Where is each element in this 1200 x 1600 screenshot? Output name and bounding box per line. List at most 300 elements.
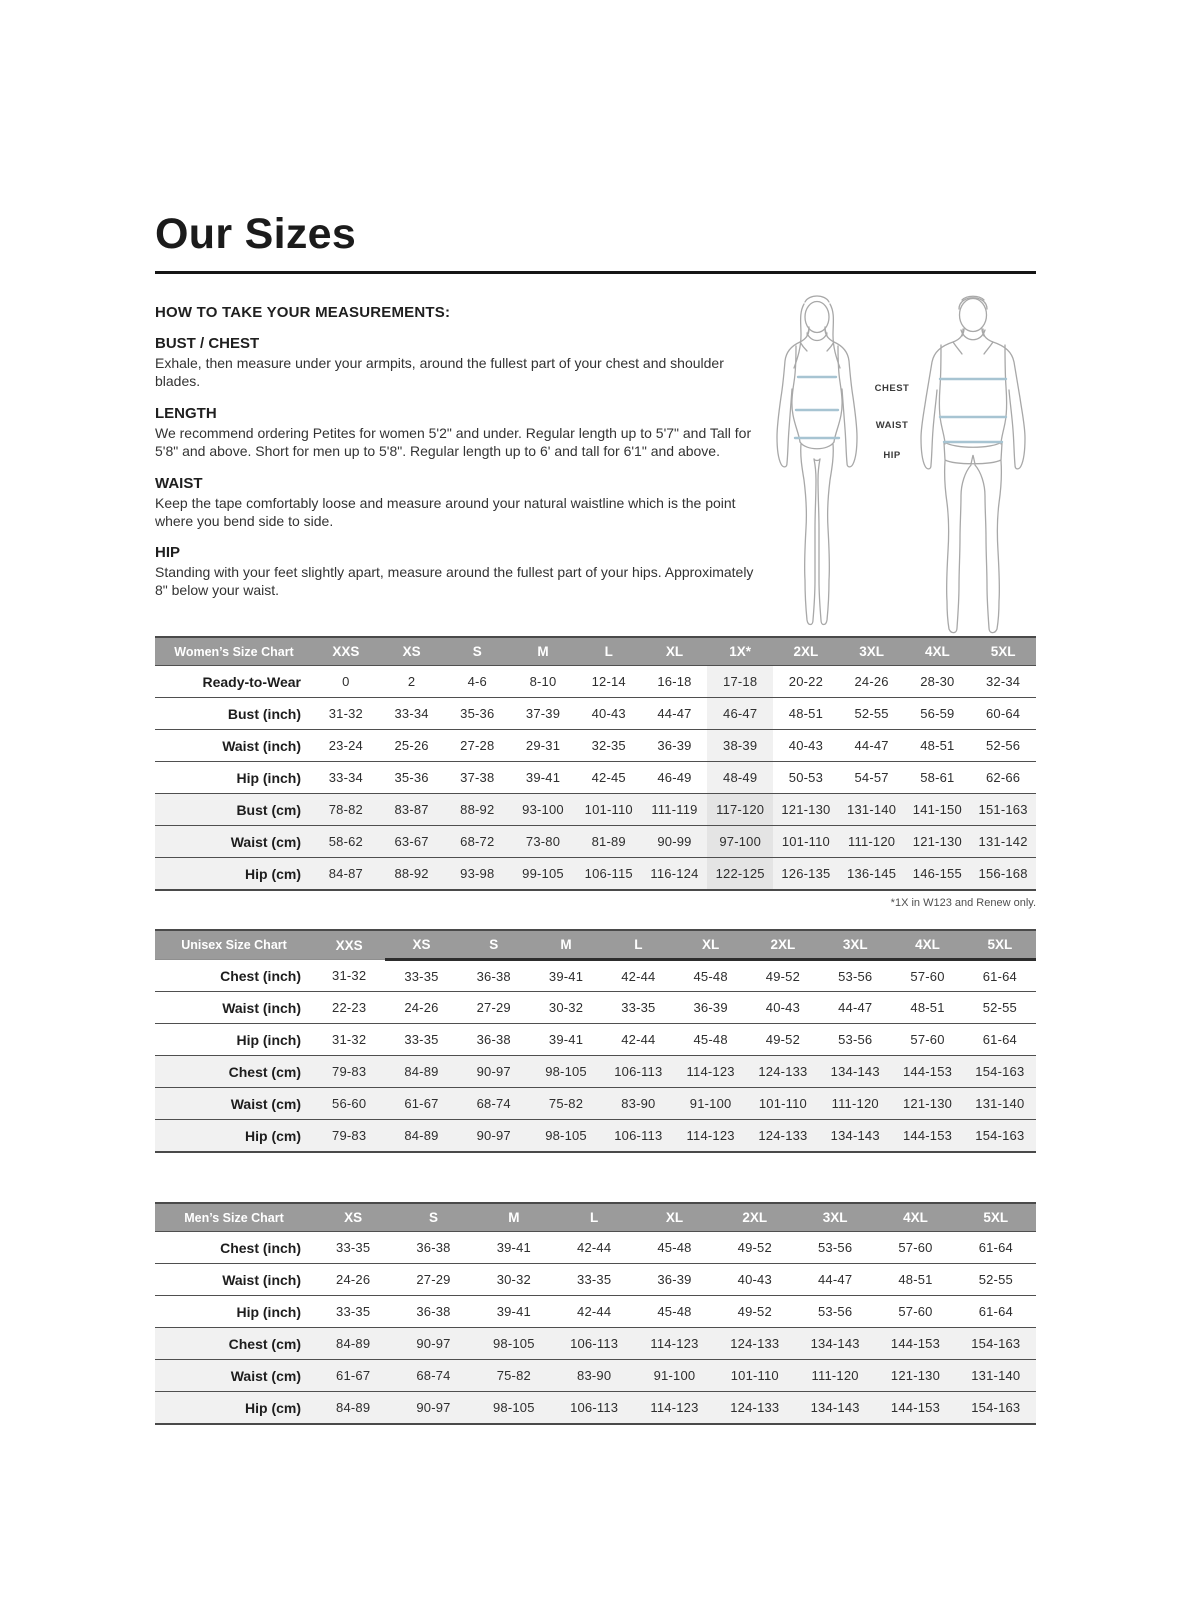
section-body: Keep the tape comfortably loose and measure around your natural waistline which is the point where you bend side to side. [155,494,736,529]
column-header-xl: XL [642,637,708,666]
table-cell: 84-89 [385,1056,457,1088]
table-cell: 20-22 [788,674,824,690]
table-cell: 27-28 [444,730,510,762]
table-cell: 31-32 [313,1024,385,1056]
table-cell: 134-143 [795,1328,875,1360]
table-cell: 106-113 [554,1392,634,1425]
table-cell: 36-38 [416,1240,451,1256]
female-silhouette [777,296,857,625]
table-cell: 90-97 [393,1392,473,1425]
size-tables [155,636,1036,1425]
table-cell: 48-51 [891,992,963,1024]
row-label: Hip (inch) [155,762,313,794]
column-header-5xl: 5XL [956,1203,1036,1232]
table-cell: 45-48 [657,1240,692,1256]
column-header-xxs: XXS [313,930,385,960]
hip-label: HIP [883,450,901,461]
unisex-body [155,960,1036,1153]
column-header-xl: XL [634,1203,714,1232]
column-header-2xl: 2XL [715,1203,795,1232]
measurement-section-length [155,405,761,461]
table-cell: 33-34 [379,698,445,730]
table-cell: 44-47 [642,698,708,730]
measurement-section-hip [155,544,761,600]
table-cell: 114-123 [674,1120,746,1153]
column-header-3xl: 3XL [839,637,905,666]
column-header-2xl: 2XL [747,930,819,960]
table-cell: 53-56 [795,1296,875,1328]
table-cell: 68-72 [444,826,510,858]
column-header-4xl: 4XL [891,930,963,960]
column-header-3xl: 3XL [795,1203,875,1232]
male-silhouette [921,296,1025,632]
title-divider [155,271,1036,274]
table-cell: 29-31 [510,730,576,762]
table-cell: 52-55 [956,1264,1036,1296]
table-cell: 131-140 [839,794,905,826]
table-cell: 0 [342,674,350,690]
table-cell: 154-163 [964,1056,1036,1088]
table-cell: 44-47 [819,992,891,1024]
table-cell: 78-82 [313,794,379,826]
row-label: Chest (inch) [220,1239,301,1256]
header-row [155,637,1036,666]
table-cell: 22-23 [313,992,385,1024]
table-cell: 49-52 [715,1296,795,1328]
column-header-m: M [530,930,602,960]
table-cell: 40-43 [715,1264,795,1296]
column-header-l: L [576,637,642,666]
womens-footnote: *1X in W123 and Renew only. [890,897,1036,910]
table-cell: 61-67 [313,1360,393,1392]
table-cell: 46-49 [642,762,708,794]
column-header-s: S [458,930,530,960]
table-cell: 106-113 [602,1056,674,1088]
table-cell: 33-34 [313,762,379,794]
table-row [155,1120,1036,1153]
table-cell: 99-105 [510,858,576,891]
table-row [155,1392,1036,1425]
table-cell: 106-113 [554,1328,634,1360]
table-row [155,1360,1036,1392]
table-cell: 45-48 [634,1296,714,1328]
table-cell: 144-153 [875,1392,955,1425]
table-cell: 136-145 [839,858,905,891]
table-cell: 52-56 [970,730,1036,762]
table-row [155,730,1036,762]
table-cell: 53-56 [838,968,873,984]
page-content [155,0,1036,1425]
table-cell: 93-100 [510,794,576,826]
row-label: Bust (cm) [155,794,313,826]
table-cell: 37-38 [444,762,510,794]
table-cell: 56-59 [904,698,970,730]
table-cell: 124-133 [747,1120,819,1153]
table-cell: 106-113 [602,1120,674,1153]
table-row [155,1088,1036,1120]
table-cell: 39-41 [548,968,584,984]
table-cell: 114-123 [634,1328,714,1360]
table-cell: 33-35 [336,1240,371,1256]
column-header-xs: XS [385,930,457,960]
table-row [155,1328,1036,1360]
body-measurement-diagram [755,283,1045,637]
table-cell: 121-130 [891,1088,963,1120]
table-cell: 98-105 [474,1392,554,1425]
table-cell: 38-39 [707,730,773,762]
table-cell: 121-130 [773,794,839,826]
table-row [155,826,1036,858]
row-label: Hip (inch) [155,1024,313,1056]
table-cell: 90-97 [458,1120,530,1153]
table-cell: 111-120 [795,1360,875,1392]
table-cell: 61-64 [978,1240,1013,1256]
measurement-instructions [155,335,761,600]
table-cell: 114-123 [674,1056,746,1088]
section-body: Standing with your feet slightly apart, measure around the fullest part of your hips. Approximately 8" below your waist. [155,564,754,599]
table-cell: 36-39 [634,1264,714,1296]
table-cell: 44-47 [839,730,905,762]
table-cell: 39-41 [530,1024,602,1056]
table-cell: 88-92 [379,858,445,891]
table-cell: 40-43 [576,698,642,730]
table-cell: 25-26 [379,730,445,762]
table-cell: 134-143 [819,1120,891,1153]
table-cell: 42-44 [602,1024,674,1056]
header-row [155,1203,1036,1232]
table-cell: 48-51 [875,1264,955,1296]
womens-size-chart [155,636,1036,891]
table-cell: 32-34 [985,674,1021,690]
table-cell: 61-64 [964,1024,1036,1056]
row-label: Hip (cm) [155,858,313,891]
table-cell: 36-39 [674,992,746,1024]
table-cell: 111-119 [642,794,708,826]
table-cell: 156-168 [970,858,1036,891]
table-cell: 48-51 [904,730,970,762]
table-cell: 101-110 [773,826,839,858]
table-cell: 4-6 [467,674,487,690]
table-cell: 84-89 [313,1328,393,1360]
row-label: Hip (inch) [155,1296,313,1328]
table-cell: 117-120 [707,794,773,826]
table-row [155,992,1036,1024]
table-cell: 33-35 [602,992,674,1024]
table-cell: 122-125 [707,858,773,891]
table-cell: 144-153 [891,1056,963,1088]
row-label: Bust (inch) [155,698,313,730]
row-label: Waist (inch) [155,992,313,1024]
table-row [155,1232,1036,1264]
table-cell: 111-120 [839,826,905,858]
row-label: Waist (cm) [155,1360,313,1392]
table-cell: 57-60 [898,1240,933,1256]
column-header-2xl: 2XL [773,637,839,666]
table-cell: 116-124 [642,858,708,891]
mens-table [155,1202,1036,1425]
table-cell: 151-163 [970,794,1036,826]
column-header-3xl: 3XL [819,930,891,960]
table-cell: 42-45 [576,762,642,794]
table-cell: 50-53 [773,762,839,794]
section-body: Exhale, then measure under your armpits, around the fullest part of your chest and shoulder blades. [155,355,724,389]
table-cell: 75-82 [474,1360,554,1392]
table-cell: 75-82 [530,1088,602,1120]
row-label: Waist (cm) [155,826,313,858]
table-cell: 44-47 [795,1264,875,1296]
table-cell: 42-44 [621,968,656,984]
table-cell: 24-26 [854,674,889,690]
unisex-table [155,929,1036,1153]
table-title: Women’s Size Chart [155,637,313,666]
table-cell: 68-74 [458,1088,530,1120]
table-cell: 56-60 [313,1088,385,1120]
row-label: Waist (cm) [155,1088,313,1120]
table-row [155,1296,1036,1328]
table-cell: 45-48 [674,1024,746,1056]
column-header-xs: XS [313,1203,393,1232]
table-cell: 24-26 [313,1264,393,1296]
table-cell: 111-120 [819,1088,891,1120]
row-label: Waist (inch) [155,1264,313,1296]
measurement-section-bust-chest [155,335,761,391]
table-cell: 154-163 [964,1120,1036,1153]
table-title: Unisex Size Chart [155,930,313,960]
chest-label: CHEST [874,383,910,394]
column-header-4xl: 4XL [875,1203,955,1232]
table-cell: 90-97 [458,1056,530,1088]
how-to-heading: HOW TO TAKE YOUR MEASUREMENTS: [155,304,451,321]
column-header-l: L [554,1203,634,1232]
table-cell: 58-61 [904,762,970,794]
table-cell: 8-10 [529,674,557,690]
table-cell: 57-60 [910,968,945,984]
table-cell: 12-14 [591,674,626,690]
table-cell: 61-64 [982,968,1017,984]
table-cell: 91-100 [674,1088,746,1120]
table-cell: 37-39 [510,698,576,730]
header-row [155,930,1036,960]
measurement-section-waist [155,475,761,531]
table-cell: 61-67 [385,1088,457,1120]
table-row [155,1024,1036,1056]
section-title: HIP [155,544,181,562]
mens-header [155,1203,1036,1232]
row-label: Hip (cm) [155,1120,313,1153]
unisex-header [155,930,1036,960]
table-cell: 33-35 [385,1024,457,1056]
womens-table [155,636,1036,891]
table-row [155,858,1036,891]
table-cell: 79-83 [313,1120,385,1153]
table-row [155,762,1036,794]
table-cell: 24-26 [385,992,457,1024]
column-header-s: S [393,1203,473,1232]
table-cell: 39-41 [496,1240,531,1256]
table-cell: 124-133 [715,1392,795,1425]
table-cell: 63-67 [379,826,445,858]
table-cell: 36-38 [458,1024,530,1056]
table-row [155,666,1036,698]
table-cell: 45-48 [693,968,728,984]
table-cell: 42-44 [554,1296,634,1328]
table-cell: 134-143 [819,1056,891,1088]
column-header-1x*: 1X* [707,637,773,666]
table-cell: 93-98 [444,858,510,891]
table-row [155,1264,1036,1296]
male-measure-lines [940,379,1006,442]
table-cell: 144-153 [891,1120,963,1153]
table-cell: 84-89 [313,1392,393,1425]
table-cell: 33-35 [404,968,439,984]
table-cell: 28-30 [920,674,955,690]
table-cell: 35-36 [444,698,510,730]
table-cell: 39-41 [510,762,576,794]
table-cell: 31-32 [332,968,367,984]
mens-body [155,1232,1036,1425]
table-cell: 49-52 [737,1240,772,1256]
table-cell: 40-43 [773,730,839,762]
unisex-size-chart [155,929,1036,1153]
table-cell: 40-43 [747,992,819,1024]
table-cell: 154-163 [956,1328,1036,1360]
page-title: Our Sizes [155,210,357,258]
table-cell: 134-143 [795,1392,875,1425]
table-cell: 52-55 [839,698,905,730]
column-header-4xl: 4XL [904,637,970,666]
table-cell: 98-105 [530,1120,602,1153]
column-header-s: S [444,637,510,666]
table-cell: 98-105 [530,1056,602,1088]
table-cell: 61-64 [956,1296,1036,1328]
table-cell: 48-51 [773,698,839,730]
table-row [155,1056,1036,1088]
section-title: WAIST [155,474,203,492]
table-cell: 81-89 [576,826,642,858]
table-cell: 62-66 [970,762,1036,794]
table-cell: 17-18 [707,666,773,698]
table-cell: 16-18 [657,674,692,690]
table-cell: 84-87 [313,858,379,891]
row-label: Ready-to-Wear [202,673,301,690]
table-cell: 91-100 [634,1360,714,1392]
table-cell: 57-60 [891,1024,963,1056]
table-cell: 30-32 [474,1264,554,1296]
table-cell: 114-123 [634,1392,714,1425]
table-cell: 48-49 [707,762,773,794]
table-cell: 27-29 [393,1264,473,1296]
table-cell: 54-57 [839,762,905,794]
table-cell: 131-140 [956,1360,1036,1392]
column-header-xxs: XXS [313,637,379,666]
row-label: Chest (cm) [155,1328,313,1360]
table-cell: 27-29 [458,992,530,1024]
column-header-xs: XS [379,637,445,666]
table-cell: 36-38 [476,968,511,984]
table-cell: 101-110 [747,1088,819,1120]
table-cell: 144-153 [875,1328,955,1360]
column-header-xl: XL [674,930,746,960]
row-label: Chest (inch) [220,967,301,984]
table-cell: 154-163 [956,1392,1036,1425]
row-label: Waist (inch) [155,730,313,762]
row-label: Chest (cm) [155,1056,313,1088]
waist-label: WAIST [875,420,909,431]
table-cell: 101-110 [576,794,642,826]
table-cell: 141-150 [904,794,970,826]
table-cell: 46-47 [707,698,773,730]
column-header-m: M [474,1203,554,1232]
table-cell: 83-90 [602,1088,674,1120]
column-header-m: M [510,637,576,666]
table-cell: 90-99 [642,826,708,858]
womens-body [155,666,1036,891]
table-cell: 58-62 [313,826,379,858]
table-cell: 83-90 [554,1360,634,1392]
table-cell: 32-35 [576,730,642,762]
table-cell: 36-39 [642,730,708,762]
table-cell: 73-80 [510,826,576,858]
table-cell: 121-130 [875,1360,955,1392]
column-header-5xl: 5XL [970,637,1036,666]
table-cell: 53-56 [819,1024,891,1056]
table-cell: 84-89 [385,1120,457,1153]
table-cell: 31-32 [313,698,379,730]
table-cell: 124-133 [747,1056,819,1088]
table-cell: 97-100 [707,826,773,858]
table-cell: 2 [407,674,416,690]
table-cell: 33-35 [313,1296,393,1328]
table-cell: 98-105 [474,1328,554,1360]
section-body: We recommend ordering Petites for women 5'2" and under. Regular length up to 5'7" and Tall for 5'8" and above. Short for men up to 5'8". Regular length up to 6' and tall for 6'1" and above. [155,424,752,459]
table-cell: 106-115 [576,858,642,891]
table-cell: 36-38 [393,1296,473,1328]
table-title: Men’s Size Chart [155,1203,313,1232]
table-cell: 121-130 [904,826,970,858]
table-cell: 90-97 [393,1328,473,1360]
table-cell: 30-32 [530,992,602,1024]
table-cell: 79-83 [313,1056,385,1088]
table-cell: 101-110 [715,1360,795,1392]
row-label: Hip (cm) [155,1392,313,1425]
table-cell: 88-92 [444,794,510,826]
table-cell: 53-56 [818,1240,853,1256]
table-cell: 23-24 [313,730,379,762]
table-cell: 39-41 [474,1296,554,1328]
table-row [155,960,1036,992]
table-cell: 33-35 [554,1264,634,1296]
table-cell: 126-135 [773,858,839,891]
column-header-l: L [602,930,674,960]
table-row [155,794,1036,826]
female-measure-lines [795,377,839,438]
column-header-5xl: 5XL [964,930,1036,960]
table-cell: 131-140 [964,1088,1036,1120]
section-title: BUST / CHEST [155,335,260,352]
section-title: LENGTH [155,404,217,422]
table-cell: 146-155 [904,858,970,891]
table-row [155,698,1036,730]
table-cell: 49-52 [765,968,801,984]
table-cell: 42-44 [577,1240,612,1256]
table-cell: 57-60 [875,1296,955,1328]
table-cell: 68-74 [393,1360,473,1392]
table-cell: 124-133 [715,1328,795,1360]
table-cell: 52-55 [964,992,1036,1024]
table-cell: 35-36 [379,762,445,794]
womens-header [155,637,1036,666]
table-cell: 49-52 [747,1024,819,1056]
